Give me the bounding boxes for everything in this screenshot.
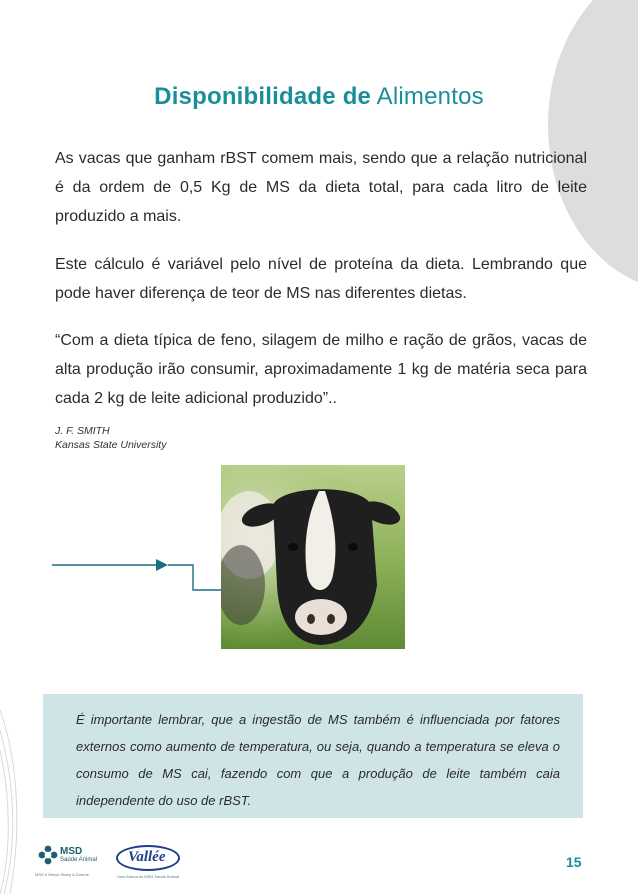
title-bold: Disponibilidade de [154, 83, 372, 110]
msd-subtitle: Saúde Animal [60, 857, 98, 863]
decorative-lines [0, 700, 40, 894]
page-title [0, 83, 638, 111]
author-affiliation: Kansas State University [55, 439, 167, 451]
paragraph-2: Este cálculo é variável pelo nível de proteína da dieta. Lembrando que pode haver diferença de teor de MS nas diferentes dietas. [55, 256, 587, 302]
quote-author [55, 424, 166, 452]
msd-logo [35, 843, 115, 883]
vallee-footnote: Uma Marca do MSD Saúde Animal [117, 874, 180, 879]
paragraph-3-quote: “Com a dieta típica de feno, silagem de milho e ração de grãos, vacas de alta produção irão consumir, aproximadamente 1 kg de matéria seca para cada 2 kg de leite adicional produzido”.. [55, 332, 587, 407]
arrow-connector [52, 555, 232, 605]
title-regular: Alimentos [376, 83, 484, 110]
vallee-name: Vallée [128, 849, 166, 865]
msd-name: MSD [60, 846, 83, 857]
arrow-head-icon [156, 559, 168, 571]
cow-photo [221, 465, 405, 649]
paragraph-1: As vacas que ganham rBST comem mais, sendo que a relação nutricional é da ordem de 0,5 Kg de MS da dieta total, para cada litro de leite produzido a mais. [55, 150, 587, 225]
note-text: É importante lembrar, que a ingestão de MS também é influenciada por fatores externos como aumento de temperatura, ou seja, quando a temperatura se eleva o consumo de MS cai, fazendo com que a produção de leite também caia independente do uso de rBST. [76, 712, 560, 808]
msd-cross-icon [38, 845, 58, 865]
author-name: J. F. SMITH [55, 425, 110, 437]
page-number: 15 [566, 854, 582, 870]
vallee-logo [115, 843, 220, 883]
msd-footnote: MSD é Merck Sharp & Dohme [35, 872, 89, 877]
